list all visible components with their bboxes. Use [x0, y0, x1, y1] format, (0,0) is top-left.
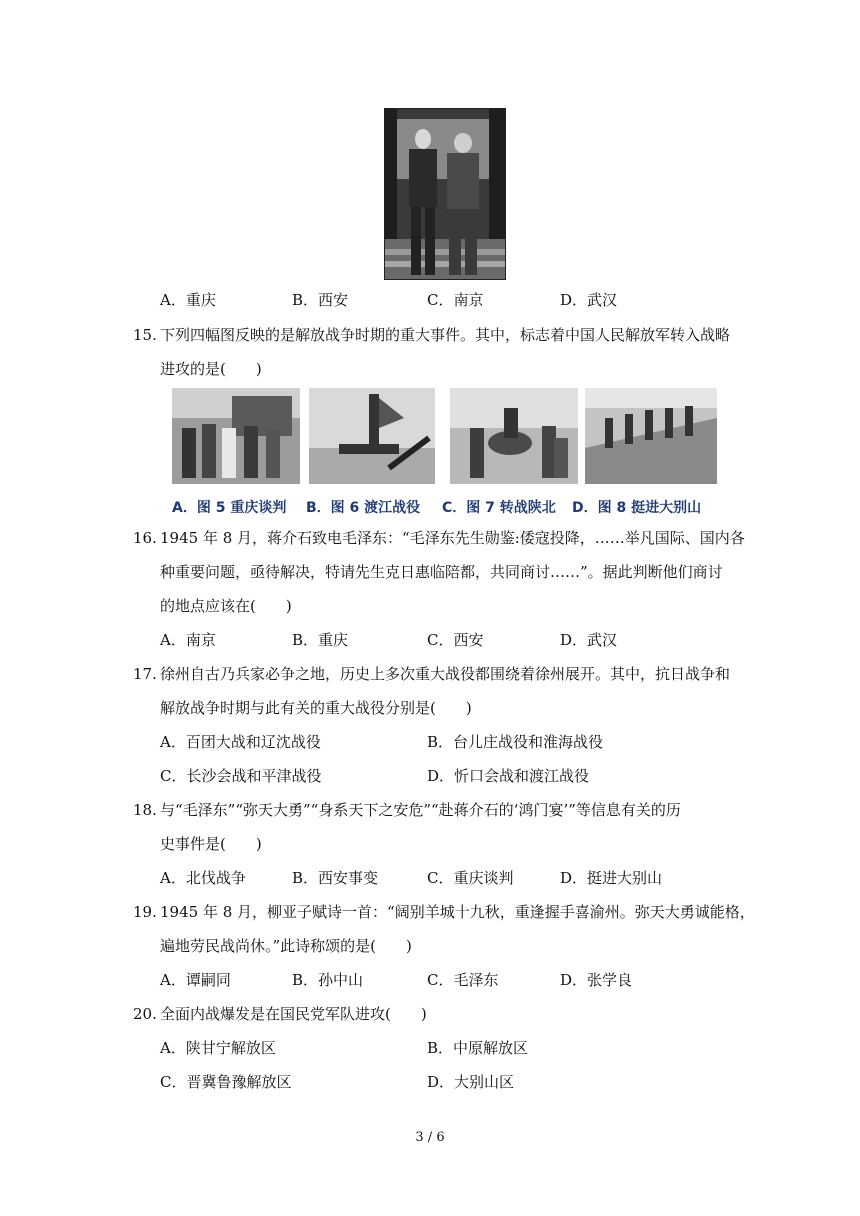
- q15-option-d[interactable]: D．图 8 挺进大别山: [572, 500, 702, 516]
- q17-number: 17.: [133, 665, 157, 683]
- figure-7-photo: [450, 388, 578, 484]
- q19-number: 19.: [133, 903, 157, 921]
- q18-text-line1: 与“毛泽东”“弥天大勇”“身系天下之安危”“赴蒋介石的‘鸿门宴’”等信息有关的历: [160, 801, 681, 819]
- historical-photo: [384, 108, 506, 280]
- q18-option-d[interactable]: D．挺进大别山: [560, 869, 663, 887]
- q16-text-line2: 种重要问题，亟待解决，特请先生克日惠临陪都，共同商讨……”。据此判断他们商讨: [160, 563, 723, 581]
- figure-6-photo: [309, 388, 435, 484]
- q16-text-line1: 1945 年 8 月，蒋介石致电毛泽东：“毛泽东先生勋鉴:倭寇投降，……举凡国际、国内各: [160, 529, 745, 547]
- figure-5-photo: [172, 388, 300, 484]
- q20-option-b[interactable]: B．中原解放区: [427, 1039, 529, 1057]
- q15-option-c[interactable]: C．图 7 转战陕北: [442, 500, 556, 516]
- q18-text-line2: 史事件是( ): [160, 835, 262, 853]
- q14-option-a[interactable]: A．重庆: [160, 291, 216, 309]
- q20-option-d[interactable]: D．大别山区: [427, 1073, 515, 1091]
- page-number: 3 / 6: [415, 1130, 445, 1145]
- q19-option-c[interactable]: C．毛泽东: [427, 971, 499, 989]
- q20-option-c[interactable]: C．晋冀鲁豫解放区: [160, 1073, 292, 1091]
- q16-option-d[interactable]: D．武汉: [560, 631, 618, 649]
- q17-option-a[interactable]: A．百团大战和辽沈战役: [160, 733, 321, 751]
- q20-number: 20.: [133, 1005, 157, 1023]
- q16-number: 16.: [133, 529, 157, 547]
- q16-option-b[interactable]: B．重庆: [292, 631, 349, 649]
- q18-option-b[interactable]: B．西安事变: [292, 869, 379, 887]
- q19-option-d[interactable]: D．张学良: [560, 971, 633, 989]
- q14-option-c[interactable]: C．南京: [427, 291, 484, 309]
- figure-8-photo: [585, 388, 717, 484]
- q17-text-line2: 解放战争时期与此有关的重大战役分别是( ): [160, 699, 472, 717]
- q18-number: 18.: [133, 801, 157, 819]
- q15-number: 15.: [133, 326, 157, 344]
- photo-two-men-image: [385, 109, 505, 279]
- q18-option-c[interactable]: C．重庆谈判: [427, 869, 514, 887]
- q16-option-a[interactable]: A．南京: [160, 631, 216, 649]
- q17-option-c[interactable]: C．长沙会战和平津战役: [160, 767, 322, 785]
- q15-image-strip: [172, 388, 718, 488]
- q19-option-a[interactable]: A．谭嗣同: [160, 971, 231, 989]
- q15-option-b[interactable]: B．图 6 渡江战役: [306, 500, 421, 516]
- q14-option-d[interactable]: D．武汉: [560, 291, 618, 309]
- q15-text-line2: 进攻的是( ): [160, 360, 262, 378]
- q17-option-d[interactable]: D．忻口会战和渡江战役: [427, 767, 590, 785]
- q15-option-a[interactable]: A．图 5 重庆谈判: [172, 500, 287, 516]
- q20-text-line1: 全面内战爆发是在国民党军队进攻( ): [160, 1005, 427, 1023]
- q17-text-line1: 徐州自古乃兵家必争之地，历史上多次重大战役都围绕着徐州展开。其中，抗日战争和: [160, 665, 731, 683]
- q19-text-line2: 遍地劳民战尚休。”此诗称颂的是( ): [160, 937, 412, 955]
- q19-text-line1: 1945 年 8 月，柳亚子赋诗一首：“阔别羊城十九秋，重逢握手喜渝州。弥天大勇诚能格，: [160, 903, 755, 921]
- q16-option-c[interactable]: C．西安: [427, 631, 484, 649]
- q17-option-b[interactable]: B．台儿庄战役和淮海战役: [427, 733, 604, 751]
- q20-option-a[interactable]: A．陕甘宁解放区: [160, 1039, 276, 1057]
- q14-option-b[interactable]: B．西安: [292, 291, 349, 309]
- q19-option-b[interactable]: B．孙中山: [292, 971, 364, 989]
- q15-text-line1: 下列四幅图反映的是解放战争时期的重大事件。其中，标志着中国人民解放军转入战略: [160, 326, 731, 344]
- q18-option-a[interactable]: A．北伐战争: [160, 869, 246, 887]
- q15-captions: [172, 497, 732, 517]
- q16-text-line3: 的地点应该在( ): [160, 597, 292, 615]
